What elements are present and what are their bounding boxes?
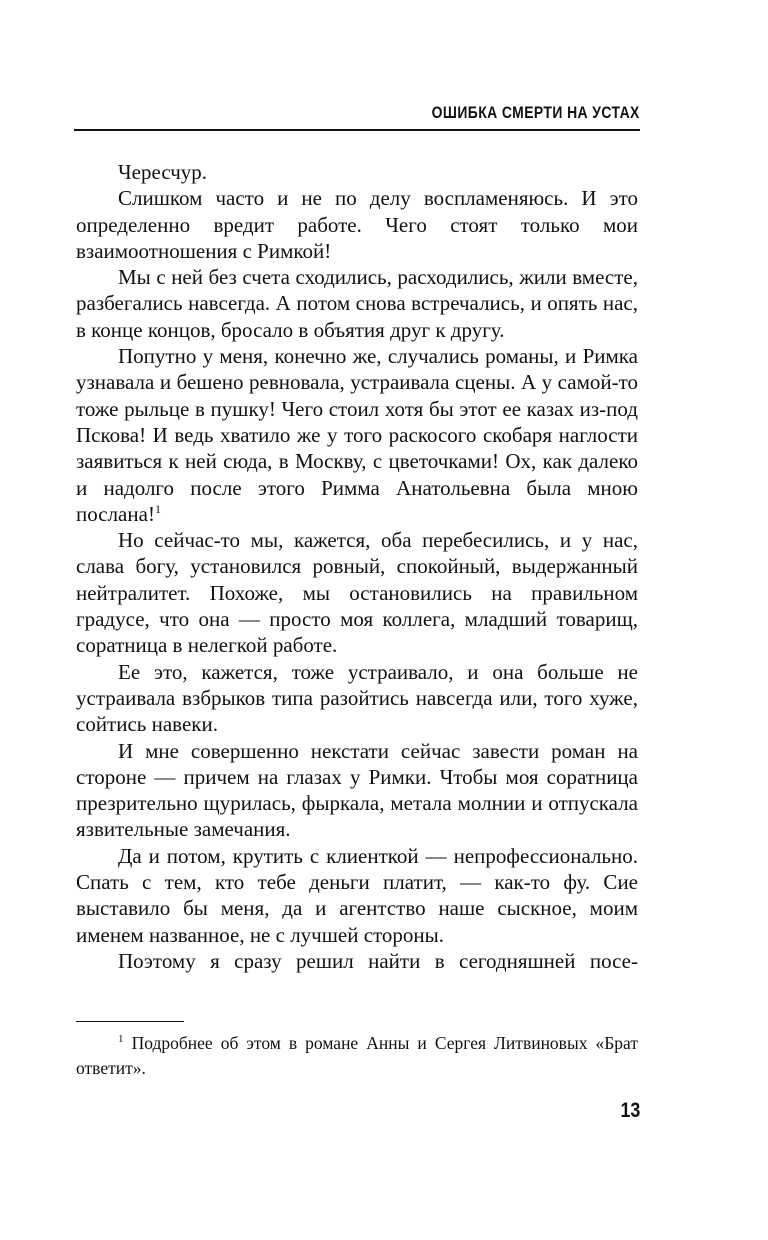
header-rule	[74, 129, 640, 131]
footnote	[76, 1031, 638, 1081]
paragraph: И мне совершенно некстати сейчас завести роман на стороне — причем на глазах у Римки. Чтобы моя соратница презрительно щурилась, фыркала, метала молнии и отпускала язвительные замечания.	[76, 738, 638, 842]
paragraph-with-footnote	[76, 343, 638, 527]
paragraph: Слишком часто и не по делу воспламеняюсь. И это определенно вредит работе. Чего стоят только мои взаимоотношения с Римкой!	[76, 186, 638, 263]
paragraph: Но сейчас-то мы, кажется, оба перебесились, и у нас, слава богу, установился ровный, спокойный, выдержанный нейтралитет. Похоже, мы остановились на правильном градусе, что она — просто моя коллега, младший товарищ, соратница в нелегкой работе.	[76, 528, 638, 658]
running-head: ОШИБКА СМЕРТИ НА УСТАХ	[431, 103, 640, 122]
footnote-text: Подробнее об этом в романе Анны и Сергея Литвиновых «Брат ответит».	[76, 1033, 639, 1078]
paragraph-text: Попутно у меня, конечно же, случались романы, и Римка узнавала и бешено ревновала, устраивала сцены. А у самой-то тоже рыльце в пушку! Чего стоил хотя бы этот ее казах из-под Пскова! И ведь хватило же у того раскосого скобаря наглости заявиться к ней сюда, в Москву, с цветочками! Ох, как далеко и надолго после этого Римма Анатольевна была мною послана!	[76, 344, 638, 526]
page-number: 13	[620, 1099, 640, 1122]
paragraph: Да и потом, крутить с клиенткой — непрофессионально. Спать с тем, кто тебе деньги платит, — как-то фу. Сие выставило бы меня, да и агентство наше сыскное, моим именем названное, не с лучшей стороны.	[76, 843, 638, 947]
paragraph: Ее это, кажется, тоже устраивало, и она больше не устраивала взбрыков типа разойтись навсегда или, того хуже, сойтись навеки.	[76, 659, 638, 737]
footnote-marker: 1	[154, 501, 161, 516]
body-text	[76, 159, 638, 974]
footnote-rule	[76, 1021, 184, 1022]
footnote-number: 1	[118, 1033, 124, 1045]
paragraph: Мы с ней без счета сходились, расходились, жили вместе, разбегались навсегда. А потом снова встречались, и опять нас, в конце концов, бросало в объятия друг к другу.	[76, 265, 638, 342]
paragraph: Поэтому я сразу решил найти в сегодняшней посе-	[118, 948, 638, 973]
paragraph: Чересчур.	[118, 160, 208, 184]
